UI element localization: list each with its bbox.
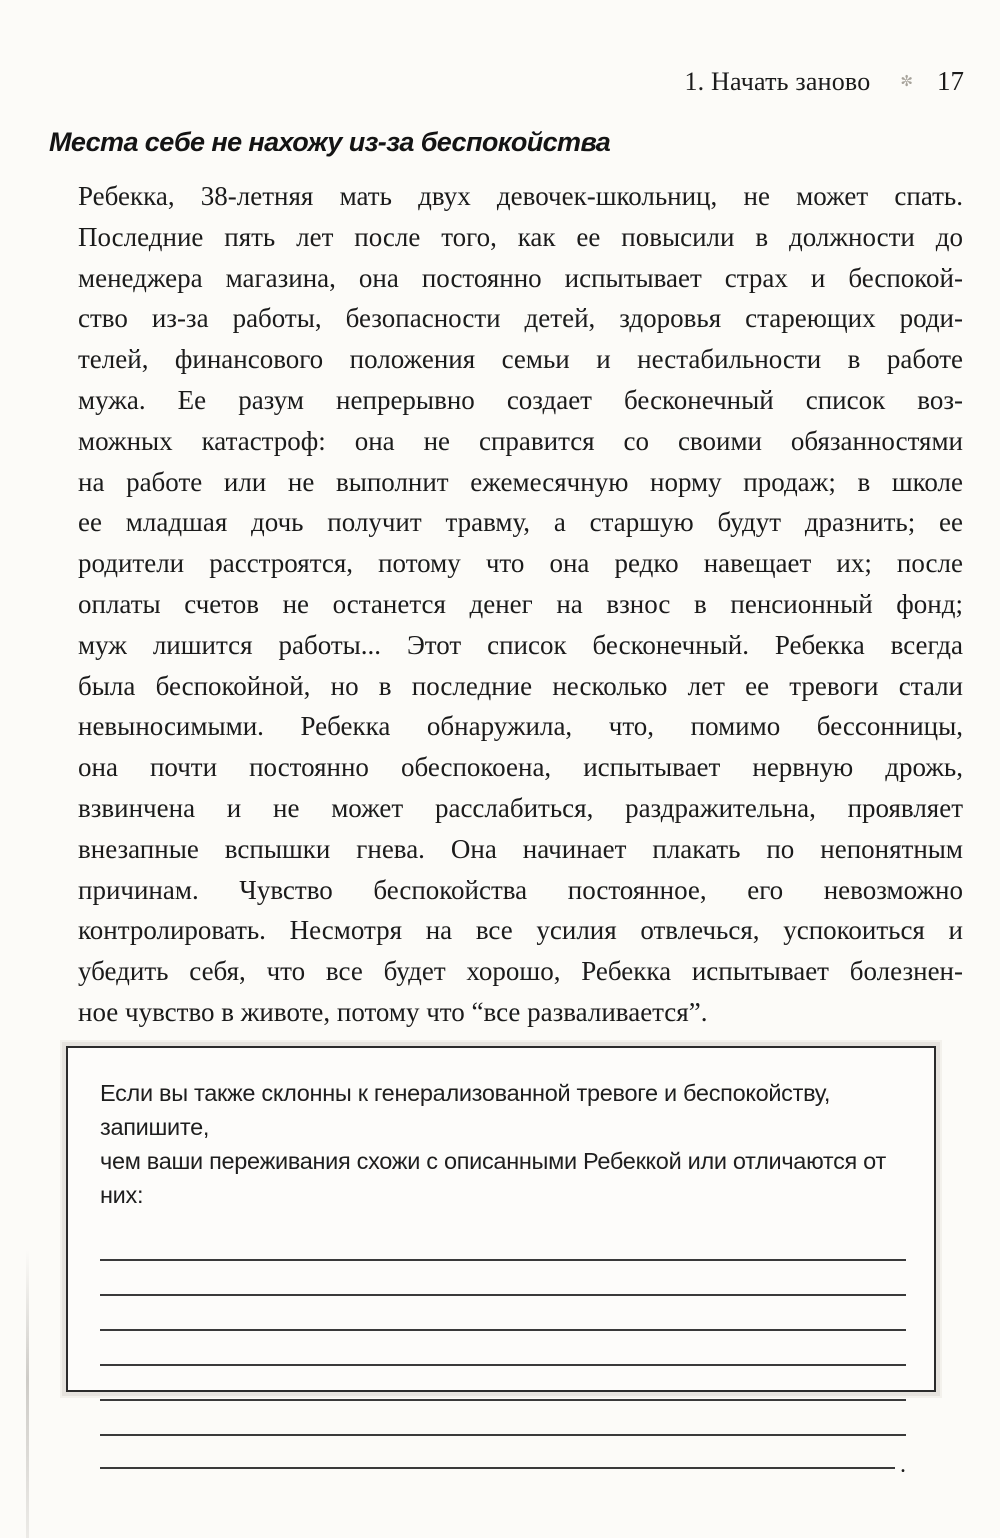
worksheet-prompt-line: Если вы также склонны к генерализованной тревоге и беспокойству, запишите, — [100, 1080, 831, 1140]
body-line: мужа. Ее разум непрерывно создает бесконечный список воз- — [78, 384, 963, 415]
body-line: была беспокойной, но в последние несколько лет ее тревоги стали — [78, 670, 963, 701]
body-line: взвинчена и не может расслабиться, раздражительна, проявляет — [78, 792, 963, 823]
write-in-line — [100, 1261, 906, 1296]
body-line: на работе или не выполнит ежемесячную норму продаж; в школе — [78, 466, 963, 497]
body-line: внезапные вспышки гнева. Она начинает плакать по непонятным — [78, 833, 963, 864]
page-edge-shadow — [26, 1250, 29, 1538]
body-line: муж лишится работы... Этот список бесконечный. Ребекка всегда — [78, 629, 963, 660]
write-in-line — [100, 1296, 906, 1331]
write-in-rule — [100, 1434, 895, 1469]
chapter-title: 1. Начать заново — [684, 67, 871, 96]
write-in-line — [100, 1401, 906, 1436]
line-end-period: . — [900, 1452, 906, 1478]
body-line: Последние пять лет после того, как ее повысили в должности до — [78, 221, 963, 252]
body-line: ное чувство в животе, потому что “все разваливается”. — [78, 996, 708, 1027]
body-line: контролировать. Несмотря на все усилия отвлечься, успокоиться и — [78, 915, 963, 946]
write-in-line — [100, 1436, 906, 1478]
body-line: ство из-за работы, безопасности детей, здоровья стареющих роди- — [78, 303, 963, 334]
body-line: Ребекка, 38-летняя мать двух девочек-школьниц, не может спать. — [78, 181, 963, 211]
body-line: убедить себя, что все будет хорошо, Ребекка испытывает болезнен- — [78, 956, 963, 987]
worksheet-prompt — [100, 1076, 910, 1212]
body-line: менеджера магазина, она постоянно испытывает страх и беспокой- — [78, 262, 963, 293]
worksheet-prompt-line: чем ваши переживания схожи с описанными Ребеккой или отличаются от них: — [100, 1148, 886, 1208]
body-line: оплаты счетов не останется денег на взнос в пенсионный фонд; — [78, 588, 963, 619]
body-line: ее младшая дочь получит травму, а старшую будут дразнить; ее — [78, 507, 963, 538]
write-in-lines — [100, 1226, 910, 1478]
body-line: телей, финансового положения семьи и нестабильности в работе — [78, 344, 963, 375]
page-number: 17 — [937, 66, 964, 96]
worksheet-box — [66, 1046, 936, 1478]
section-heading: Места себе не нахожу из-за беспокойства — [49, 127, 611, 157]
body-line: причинам. Чувство беспокойства постоянное, его невозможно — [78, 874, 963, 905]
write-in-line — [100, 1331, 906, 1366]
body-line: можных катастроф: она не справится со своими обязанностями — [78, 425, 963, 456]
write-in-line — [100, 1366, 906, 1401]
body-paragraph — [78, 176, 963, 1033]
body-line: она почти постоянно обеспокоена, испытывает нервную дрожь, — [78, 752, 963, 783]
fleuron-ornament-icon: ✼ — [900, 74, 913, 90]
body-line: невыносимыми. Ребекка обнаружила, что, помимо бессонницы, — [78, 711, 963, 742]
write-in-line — [100, 1226, 906, 1261]
running-head — [684, 66, 964, 97]
body-line: родители расстроятся, потому что она редко навещает их; после — [78, 548, 963, 579]
